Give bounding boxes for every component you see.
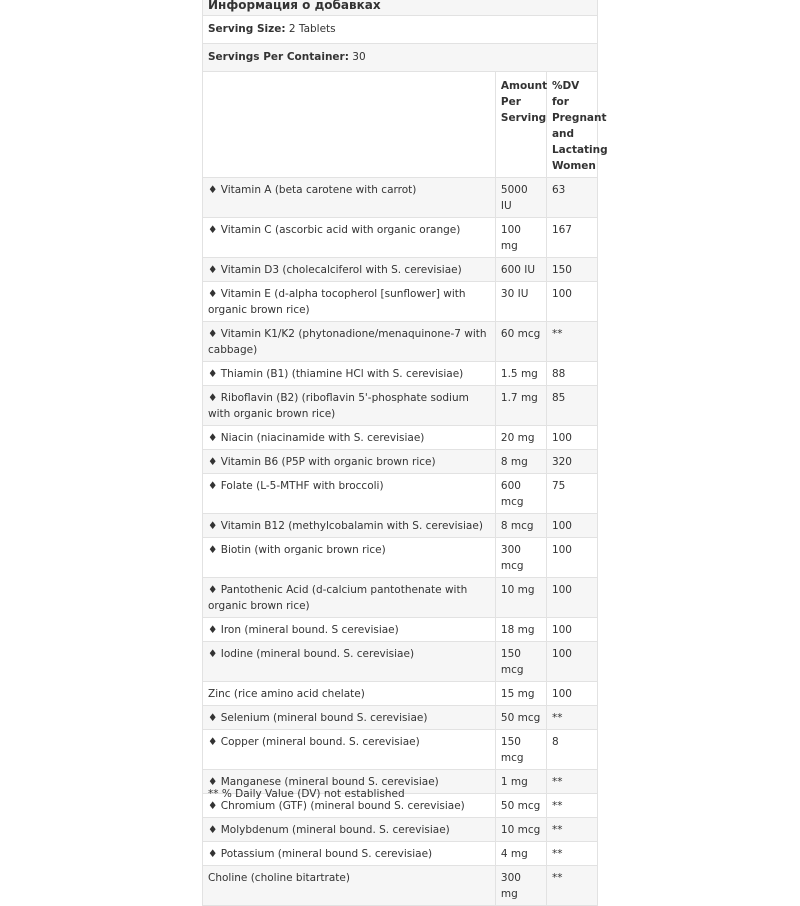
nutrient-row: [203, 426, 598, 450]
nutrient-amount: 60 mcg: [495, 322, 546, 362]
nutrient-row: [203, 682, 598, 706]
nutrient-name: ♦ Vitamin E (d-alpha tocopherol [sunflower] with organic brown rice): [203, 282, 496, 322]
nutrient-row: [203, 218, 598, 258]
nutrient-row: [203, 730, 598, 770]
servings-per-container-value: 30: [348, 51, 366, 63]
nutrient-name: ♦ Manganese (mineral bound S. cerevisiae): [203, 770, 496, 794]
serving-size-row: [203, 16, 598, 44]
nutrient-amount: 50 mcg: [495, 794, 546, 818]
nutrient-name: ♦ Potassium (mineral bound S. cerevisiae): [203, 842, 496, 866]
nutrient-name: ♦ Riboflavin (B2) (riboflavin 5'-phosphate sodium with organic brown rice): [203, 386, 496, 426]
nutrient-name: Zinc (rice amino acid chelate): [203, 682, 496, 706]
nutrient-dv: 167: [546, 218, 597, 258]
nutrient-name: ♦ Biotin (with organic brown rice): [203, 538, 496, 578]
nutrient-amount: 50 mcg: [495, 706, 546, 730]
nutrient-dv: 100: [546, 578, 597, 618]
serving-size: [203, 16, 598, 44]
nutrient-amount: 100 mg: [495, 218, 546, 258]
nutrient-name: ♦ Pantothenic Acid (d-calcium pantothenate with organic brown rice): [203, 578, 496, 618]
serving-size-value: 2 Tablets: [285, 23, 336, 35]
nutrient-amount: 300 mcg: [495, 538, 546, 578]
nutrient-dv: 150: [546, 258, 597, 282]
nutrient-name: Choline (choline bitartrate): [203, 866, 496, 906]
nutrient-amount: 10 mg: [495, 578, 546, 618]
nutrient-row: [203, 362, 598, 386]
nutrient-row: [203, 842, 598, 866]
nutrient-dv: **: [546, 770, 597, 794]
nutrient-row: [203, 322, 598, 362]
table-title: Информация о добавках: [203, 0, 598, 16]
nutrient-row: [203, 450, 598, 474]
nutrient-dv: 63: [546, 178, 597, 218]
nutrient-dv: 100: [546, 682, 597, 706]
nutrient-name: ♦ Iron (mineral bound. S cerevisiae): [203, 618, 496, 642]
nutrient-amount: 600 IU: [495, 258, 546, 282]
nutrient-row: [203, 866, 598, 906]
supplement-facts-table: [202, 0, 608, 906]
nutrient-row: [203, 258, 598, 282]
nutrient-amount: 1.5 mg: [495, 362, 546, 386]
nutrient-amount: 15 mg: [495, 682, 546, 706]
nutrient-amount: 5000 IU: [495, 178, 546, 218]
nutrient-amount: 18 mg: [495, 618, 546, 642]
nutrient-amount: 8 mcg: [495, 514, 546, 538]
nutrient-dv: 85: [546, 386, 597, 426]
footnote: ** % Daily Value (DV) not established: [208, 788, 405, 800]
nutrient-row: [203, 538, 598, 578]
nutrient-amount: 300 mg: [495, 866, 546, 906]
nutrient-name: ♦ Vitamin D3 (cholecalciferol with S. cerevisiae): [203, 258, 496, 282]
nutrient-name: ♦ Vitamin B12 (methylcobalamin with S. cerevisiae): [203, 514, 496, 538]
nutrient-row: [203, 178, 598, 218]
nutrient-name: ♦ Vitamin B6 (P5P with organic brown rice): [203, 450, 496, 474]
nutrient-name: ♦ Molybdenum (mineral bound. S. cerevisiae): [203, 818, 496, 842]
nutrient-dv: 100: [546, 642, 597, 682]
nutrient-row: [203, 578, 598, 618]
header-amount: Amount Per Serving: [495, 72, 546, 178]
nutrient-amount: 600 mcg: [495, 474, 546, 514]
nutrient-dv: **: [546, 322, 597, 362]
nutrient-name: ♦ Folate (L-5-MTHF with broccoli): [203, 474, 496, 514]
nutrient-row: [203, 642, 598, 682]
nutrient-name: ♦ Iodine (mineral bound. S. cerevisiae): [203, 642, 496, 682]
nutrient-dv: **: [546, 706, 597, 730]
nutrient-row: [203, 618, 598, 642]
nutrient-name: ♦ Selenium (mineral bound S. cerevisiae): [203, 706, 496, 730]
nutrient-row: [203, 818, 598, 842]
header-dv: %DV for Pregnant and Lactating Women: [546, 72, 597, 178]
servings-per-container-label: Servings Per Container:: [208, 51, 349, 63]
nutrient-amount: 150 mcg: [495, 730, 546, 770]
nutrient-row: [203, 706, 598, 730]
nutrient-dv: **: [546, 866, 597, 906]
nutrient-name: ♦ Niacin (niacinamide with S. cerevisiae): [203, 426, 496, 450]
nutrient-row: [203, 386, 598, 426]
nutrient-dv: 8: [546, 730, 597, 770]
header-empty-cell: [203, 72, 496, 178]
nutrient-amount: 30 IU: [495, 282, 546, 322]
nutrient-name: ♦ Chromium (GTF) (mineral bound S. cerevisiae): [203, 794, 496, 818]
nutrient-dv: 100: [546, 282, 597, 322]
nutrient-amount: 4 mg: [495, 842, 546, 866]
nutrient-amount: 10 mcg: [495, 818, 546, 842]
nutrient-amount: 1 mg: [495, 770, 546, 794]
nutrient-dv: 100: [546, 426, 597, 450]
nutrient-name: ♦ Vitamin C (ascorbic acid with organic orange): [203, 218, 496, 258]
nutrient-row: [203, 514, 598, 538]
nutrient-row: [203, 474, 598, 514]
nutrient-dv: 320: [546, 450, 597, 474]
nutrient-amount: 20 mg: [495, 426, 546, 450]
column-header-row: [203, 72, 598, 178]
nutrient-dv: 100: [546, 618, 597, 642]
nutrient-row: [203, 282, 598, 322]
nutrient-name: ♦ Thiamin (B1) (thiamine HCl with S. cerevisiae): [203, 362, 496, 386]
nutrient-name: ♦ Vitamin K1/K2 (phytonadione/menaquinone-7 with cabbage): [203, 322, 496, 362]
nutrient-dv: **: [546, 794, 597, 818]
nutrient-amount: 8 mg: [495, 450, 546, 474]
supplement-facts-panel: [202, 0, 608, 906]
nutrient-amount: 150 mcg: [495, 642, 546, 682]
nutrient-dv: 75: [546, 474, 597, 514]
servings-per-container-row: [203, 44, 598, 72]
nutrient-dv: 100: [546, 538, 597, 578]
serving-size-label: Serving Size:: [208, 23, 286, 35]
servings-per-container: [203, 44, 598, 72]
title-row: [203, 0, 598, 16]
nutrient-name: ♦ Copper (mineral bound. S. cerevisiae): [203, 730, 496, 770]
nutrient-name: ♦ Vitamin A (beta carotene with carrot): [203, 178, 496, 218]
nutrient-dv: **: [546, 842, 597, 866]
nutrient-dv: **: [546, 818, 597, 842]
nutrient-dv: 88: [546, 362, 597, 386]
nutrient-amount: 1.7 mg: [495, 386, 546, 426]
nutrient-dv: 100: [546, 514, 597, 538]
